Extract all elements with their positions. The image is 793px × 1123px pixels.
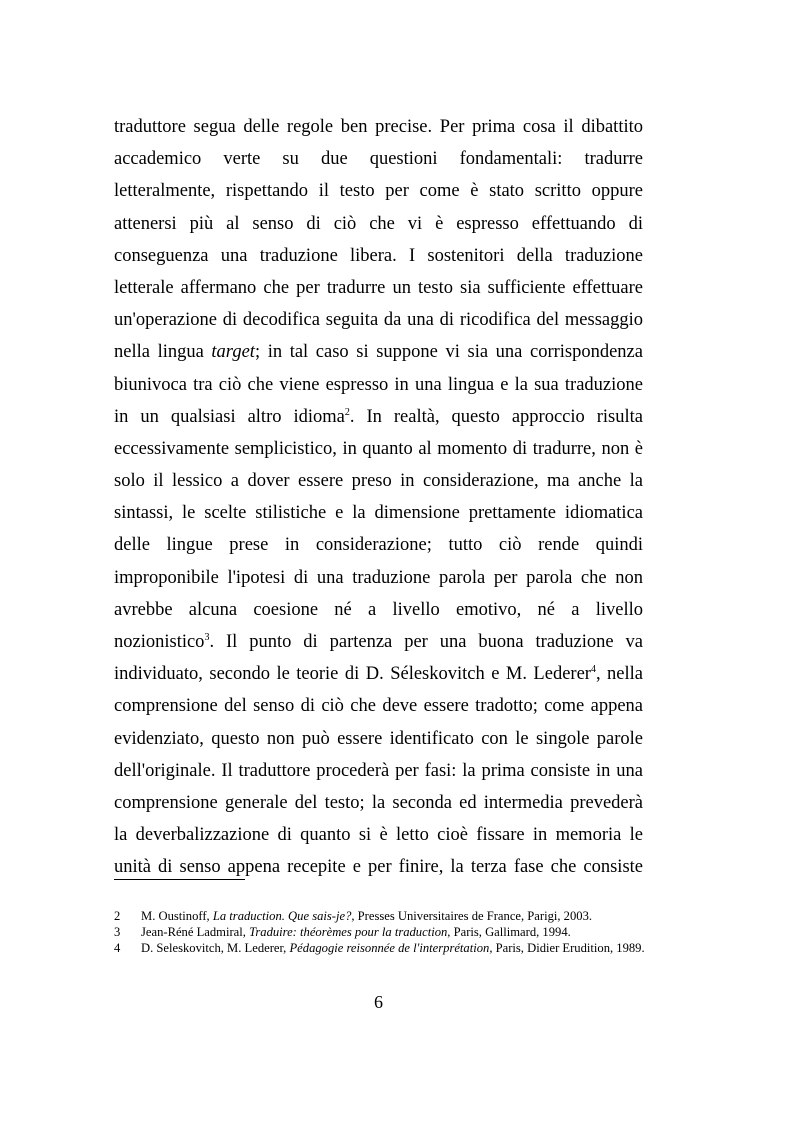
text-run: la deverbalizzazione di quanto si è letto cioè fissare in memoria le xyxy=(114,825,643,846)
text-run: improponibile l'ipotesi di una traduzione parola per parola che non xyxy=(114,567,643,588)
text-line xyxy=(114,175,643,207)
footnote-number: 2 xyxy=(114,909,121,923)
text-line xyxy=(114,304,643,336)
footnote-ref: 4 xyxy=(590,664,596,676)
text-line xyxy=(114,529,643,561)
text-line xyxy=(114,787,643,819)
text-run: biunivoca tra ciò che viene espresso in una lingua e la sua traduzione xyxy=(114,374,643,395)
text-run: letterale affermano che per tradurre un testo sia sufficiente effettuare xyxy=(114,277,643,298)
text-run: avrebbe alcuna coesione né a livello emotivo, né a livello xyxy=(114,599,643,620)
footnote-ref: 2 xyxy=(344,406,350,418)
text-line xyxy=(114,369,643,401)
text-line xyxy=(114,497,643,529)
text-line xyxy=(114,465,643,497)
footnote xyxy=(114,924,654,940)
text-run: , Paris, Gallimard, 1994. xyxy=(447,925,571,939)
text-run: . Il punto di partenza per una buona traduzione va xyxy=(209,632,643,652)
text-run: dell'originale. Il traduttore procederà per fasi: la prima consiste in una xyxy=(114,760,643,781)
text-run: comprensione del senso di ciò che deve essere tradotto; come appena xyxy=(114,696,643,717)
text-run: eccessivamente semplicistico, in quanto al momento di tradurre, non è xyxy=(114,438,643,459)
footnote-separator xyxy=(114,879,245,880)
text-line xyxy=(114,111,643,143)
footnote xyxy=(114,908,654,924)
text-line xyxy=(114,723,643,755)
text-run: unità di senso appena recepite e per finire, la terza fase che consiste xyxy=(114,857,643,878)
text-run: delle lingue prese in considerazione; tutto ciò rende quindi xyxy=(114,535,643,556)
text-run: ; in tal caso si suppone vi sia una corrispondenza xyxy=(254,342,643,363)
text-run: . In realtà, questo approccio risulta xyxy=(349,406,643,427)
text-line xyxy=(114,562,643,594)
text-run: conseguenza una traduzione libera. I sostenitori della traduzione xyxy=(114,245,643,266)
italic-text: target xyxy=(211,342,255,363)
text-run: attenersi più al senso di ciò che vi è espresso effettuando di xyxy=(114,213,643,234)
text-run: solo il lessico a dover essere preso in considerazione, ma anche la xyxy=(114,471,643,492)
text-run: individuato, secondo le teorie di D. Séleskovitch e M. Lederer xyxy=(114,664,591,685)
text-run: un'operazione di decodifica seguita da una di ricodifica del messaggio xyxy=(114,310,643,331)
text-line xyxy=(114,819,643,851)
text-line xyxy=(114,240,643,272)
text-run: in un qualsiasi altro idioma xyxy=(114,406,345,427)
body-text xyxy=(114,111,643,884)
footnote xyxy=(114,940,654,956)
text-line xyxy=(114,658,643,690)
text-line xyxy=(114,594,643,626)
text-run: sintassi, le scelte stilistiche e la dimensione prettamente idiomatica xyxy=(114,503,643,524)
text-line xyxy=(114,336,643,368)
footnote-number: 4 xyxy=(114,941,121,955)
italic-text: La traduction. Que sais-je?, xyxy=(212,909,355,923)
text-run: M. Oustinoff, xyxy=(141,909,213,923)
text-run: nozionistico xyxy=(114,632,205,652)
text-run: comprensione generale del testo; la seconda ed intermedia prevederà xyxy=(114,792,643,813)
text-run: nella lingua xyxy=(114,342,212,363)
page-number: 6 xyxy=(374,992,383,1012)
text-line xyxy=(114,755,643,787)
text-run: accademico verte su due questioni fondamentali: tradurre xyxy=(114,149,643,170)
text-run: evidenziato, questo non può essere identificato con le singole parole xyxy=(114,728,643,749)
text-line xyxy=(114,401,643,433)
text-run: , nella xyxy=(595,664,643,685)
text-run: Presses Universitaires de France, Parigi, 2003. xyxy=(354,909,593,923)
text-line xyxy=(114,272,643,304)
footnotes xyxy=(114,908,654,956)
text-run: letteralmente, rispettando il testo per come è stato scritto oppure xyxy=(114,181,643,202)
footnote-number: 3 xyxy=(114,925,121,939)
text-line xyxy=(114,208,643,240)
italic-text: Pédagogie reisonnée de l'interprétation, xyxy=(289,941,493,955)
text-line xyxy=(114,626,643,658)
text-line xyxy=(114,433,643,465)
text-run: Jean-Réné Ladmiral, xyxy=(141,925,250,939)
text-run: traduttore segua delle regole ben precise. Per prima cosa il dibattito xyxy=(114,117,643,137)
text-line xyxy=(114,690,643,722)
footnote-ref: 3 xyxy=(204,632,210,643)
text-line xyxy=(114,143,643,175)
italic-text: Traduire: théorèmes pour la traduction xyxy=(249,925,448,939)
text-run: Paris, Didier Erudition, 1989. xyxy=(492,941,645,955)
text-run: D. Seleskovitch, M. Lederer, xyxy=(141,941,290,955)
